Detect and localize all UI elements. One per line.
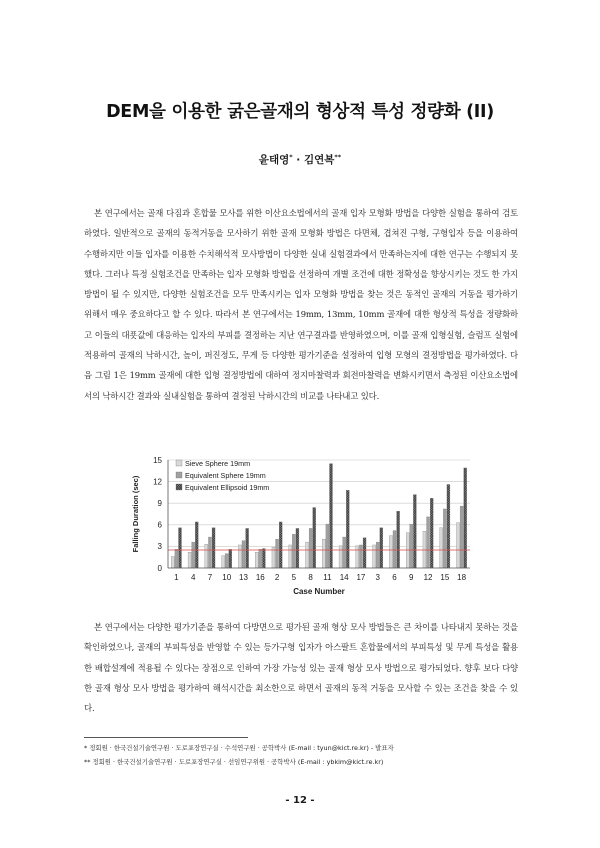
bar [289,545,292,568]
body-paragraph-1 [84,203,518,406]
bar [413,495,416,568]
bar [222,556,225,568]
legend-label: Equivalent Sphere 19mm [185,470,266,480]
x-tick-label: 7 [207,573,213,582]
y-tick-label: 12 [153,477,162,487]
bar [255,552,258,568]
bar [309,528,312,568]
bar [329,464,332,568]
bar [178,528,181,568]
bar [443,509,446,568]
bar [322,539,325,568]
bar [175,549,178,568]
bar [376,542,379,568]
x-tick-label: 14 [339,573,349,582]
x-tick-label: 10 [222,573,232,582]
legend-label: Sieve Sphere 19mm [185,458,251,468]
legend-swatch [176,484,182,490]
bar [343,537,346,568]
bar [188,552,191,568]
bar [276,539,279,568]
bar [363,538,366,568]
footnote: * 정회원 · 한국건설기술연구원 · 도로포장연구실 · 수석연구원 · 공학박사 (E-mail : tyun@kict.re.kr) - 발표자 [84,744,394,752]
y-tick-label: 15 [153,455,162,465]
bar [326,524,329,568]
legend-swatch [176,460,182,466]
x-tick-label: 2 [274,573,280,582]
bar [262,549,265,568]
y-tick-label: 6 [157,520,162,530]
author-separator: · [292,154,304,166]
y-tick-label: 3 [157,542,162,552]
chart-svg [128,452,478,600]
bar [171,556,174,568]
x-tick-label: 6 [392,573,397,582]
bar [296,528,299,568]
paper-title: DEM을 이용한 굵은골재의 형상적 특성 정량화 (II) [106,102,494,122]
bar [460,506,463,568]
bar [212,528,215,568]
bar [410,524,413,568]
falling-duration-chart [128,452,478,604]
bar [208,537,211,568]
bar [225,554,228,568]
bar [406,533,409,568]
bar [242,541,245,568]
bar [339,546,342,568]
bar [427,517,430,568]
paragraph-text: 본 연구에서는 골재 다짐과 혼합물 모사를 위한 이산요소법에서의 골재 입자 모형화 방법을 다양한 실험을 통하여 검토하였다. 일반적으로 골재의 동적거동을 모사하기 위한 골재 모형화 방법은 다면체, 겹쳐진 구형, 구형입자 등을 이용하여 수행하지만 이들 입자를 이용한 수치해석적 모사방법이 다양한 실내 실험결과에서 만족하는지에 대한 연구는 수행되지 못했다. 그러나 특정 실험조건을 만족하는 입자 모형화 방법을 선정하여 개별 조건에 대한 정확성을 향상시키는 것도 한 가지 방법이 될 수 있지만, 다양한 실험조건을 모두 만족시키는 입자 모형화 방법을 찾는 것은 동적인 골재의 거동을 평가하기 위해서 매우 중요하다고 할 수 있다. 따라서 본 연구에서는 19mm, 13mm, 10mm 골재에 대한 형상적 특성을 정량화하고 이들의 대푯값에 대응하는 입자의 부피를 결정하는 지난 연구결과를 반영하였으며, 이를 골재 입형실험, 슬럼프 실험에 적용하여 골재의 낙하시간, 높이, 퍼진정도, 무게 등 다양한 평가기준을 설정하여 입형 모형의 결정방법을 평가하였다. 다음 그림 1은 19mm 골재에 대한 입형 결정방법에 대하여 정지마찰력과 회전마찰력을 변화시키면서 측정된 이산요소법에서의 낙하시간 결과와 실내실험을 통하여 결정된 낙하시간의 비교를 나타내고 있다. [84,208,518,401]
bar [346,490,349,568]
legend-swatch [176,472,182,478]
bar [447,484,450,568]
x-tick-label: 11 [323,573,332,582]
footnotes [84,742,524,769]
bar [380,528,383,568]
x-tick-label: 4 [190,573,196,582]
bar [430,498,433,568]
bar [279,522,282,568]
x-tick-label: 12 [423,573,433,582]
x-tick-label: 18 [457,573,467,582]
bar [464,468,467,568]
affiliation-mark: ** [334,153,342,161]
x-tick-label: 3 [375,573,380,582]
author-name: 김연복 [303,154,335,166]
x-tick-label: 15 [440,573,450,582]
x-tick-label: 17 [356,573,366,582]
y-axis-title: Falling Duration (sec) [131,475,140,553]
x-tick-label: 8 [308,573,313,582]
affiliation-mark: * [289,153,293,161]
bar [393,531,396,568]
y-tick-label: 0 [157,563,162,573]
x-tick-label: 13 [239,573,248,582]
x-tick-label: 9 [409,573,414,582]
y-tick-label: 9 [157,499,162,508]
bar [397,511,400,568]
x-tick-label: 5 [291,573,297,582]
bar [313,508,316,568]
bar [440,528,443,568]
bar [356,546,359,568]
bar [306,542,309,568]
x-tick-label: 16 [255,573,265,582]
page-number: - 12 - [285,795,315,806]
footnote-divider [84,737,248,738]
author-name: 윤태영 [258,154,290,166]
bar [359,545,362,568]
x-axis-title: Case Number [293,587,345,596]
bar [457,523,460,568]
bar [373,545,376,568]
bar [423,531,426,568]
bar [246,528,249,568]
bar [238,545,241,568]
body-paragraph-2 [84,617,518,718]
bar [389,536,392,568]
footnote: ** 정회원 · 한국건설기술연구원 · 도로포장연구실 · 선임연구위원 · 공학박사 (E-mail : ybkim@kict.re.kr) [84,757,384,766]
bar [292,534,295,568]
bar [195,522,198,568]
legend-label: Equivalent Ellipsoid 19mm [185,482,270,492]
paragraph-text: 본 연구에서는 다양한 평가기준을 통하여 다방면으로 평가된 골재 형상 모사 방법들은 큰 차이를 나타내지 못하는 것을 확인하였으나, 골재의 부피특성을 반영할 수 있는 등가구형 입자가 아스팔트 혼합물에서의 부피특성 및 무게 특성을 활용한 배합설계에 적용될 수 있다는 장점으로 인하여 가장 가능성 있는 골재 형상 모사 방법으로 평가되었다. 향후 보다 다양한 골재 형상 모사 방법을 평가하여 해석시간을 최소한으로 하면서 골재의 동적 거동을 모사할 수 있는 조건을 찾을 수 있다. [84,622,518,714]
bar [229,549,232,568]
bar [259,549,262,568]
x-tick-label: 1 [174,573,179,582]
bar [205,544,208,568]
bar [192,542,195,568]
author-line [0,152,600,167]
